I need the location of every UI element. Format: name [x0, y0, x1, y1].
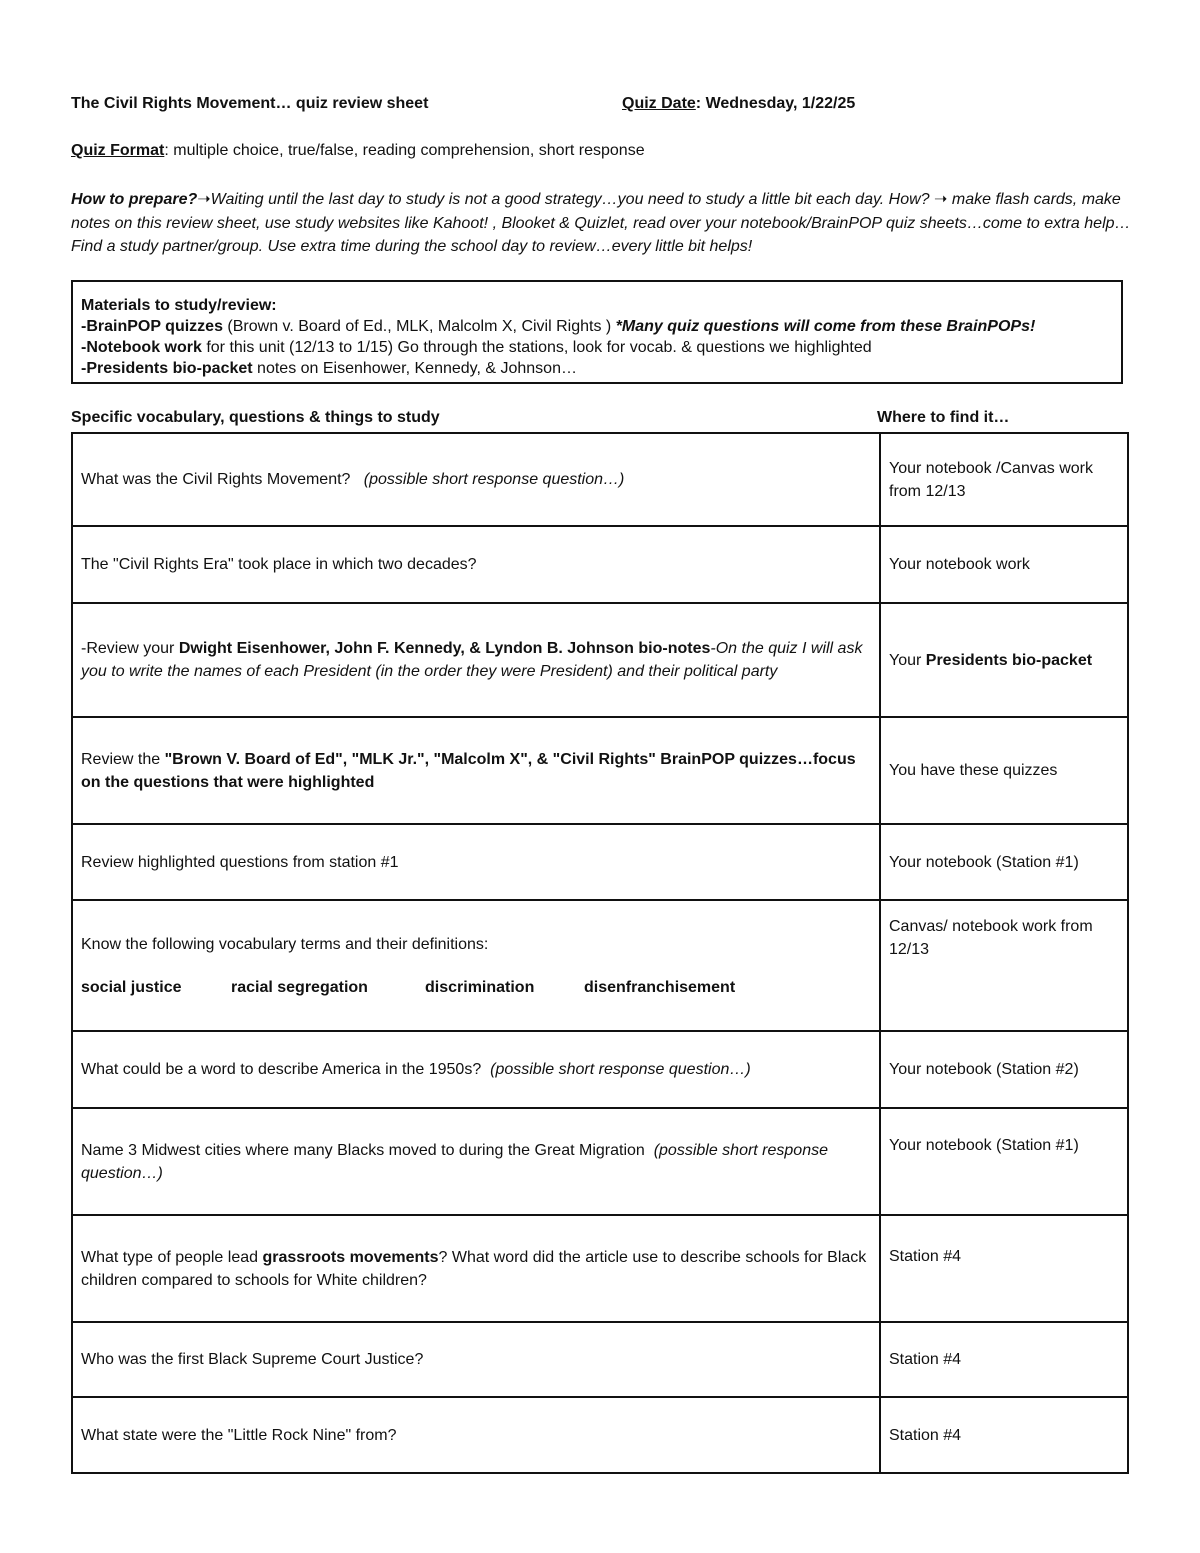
materials-item-text: notes on Eisenhower, Kennedy, & Johnson…	[252, 360, 577, 377]
question-text: What type of people lead	[81, 1248, 263, 1266]
arrow-icon: ➝	[197, 191, 211, 208]
materials-item	[81, 337, 1113, 358]
materials-heading: Materials to study/review:	[81, 297, 277, 314]
question-note: (possible short response question…)	[490, 1061, 751, 1078]
question-note: (possible short response question…)	[81, 1141, 828, 1182]
question-cell	[72, 1031, 880, 1108]
question-cell	[72, 717, 880, 824]
question-cell	[72, 433, 880, 526]
table-row	[72, 1322, 1128, 1397]
where-cell: Your notebook (Station #2)	[880, 1031, 1128, 1108]
question-note: (possible short response question…)	[363, 471, 625, 488]
question-text: Name 3 Midwest cities where many Blacks moved to during the Great Migration	[81, 1141, 645, 1159]
materials-item-bold: -Notebook work	[81, 339, 202, 356]
where-bold: Presidents bio-packet	[925, 651, 1093, 669]
vocab-list	[81, 976, 871, 999]
where-text: Your	[889, 651, 926, 669]
question-cell	[72, 900, 880, 1031]
table-row	[72, 1397, 1128, 1473]
materials-item-text: (Brown v. Board of Ed., MLK, Malcolm X, Civil Rights )	[222, 318, 616, 335]
quiz-format-value: : multiple choice, true/false, reading comprehension, short response	[164, 142, 645, 159]
page-title: The Civil Rights Movement… quiz review sheet	[71, 95, 429, 112]
where-cell: Station #4	[880, 1322, 1128, 1397]
vocab-term: discrimination	[425, 978, 535, 996]
where-cell: Your notebook (Station #1)	[880, 824, 1128, 900]
question-text: What could be a word to describe America in the 1950s?	[81, 1061, 482, 1078]
question-text: What was the Civil Rights Movement?	[81, 471, 351, 488]
where-cell: Canvas/ notebook work from 12/13	[880, 900, 1128, 1031]
quiz-date-value: : Wednesday, 1/22/25	[695, 95, 856, 112]
quiz-date	[622, 95, 855, 113]
where-cell: Your notebook work	[880, 526, 1128, 603]
question-cell	[72, 526, 880, 603]
study-section-heading	[71, 409, 1131, 427]
question-text: -Review your	[81, 640, 179, 657]
where-cell: Your notebook /Canvas work from 12/13	[880, 433, 1128, 526]
prepare-text: Waiting until the last day to study is not a good strategy…you need to study a little bit each day. How? ➝ make flash cards, make notes on this review sheet, use study websites like Kahoot! , Blooket & Quizlet, read over your notebook/BrainPOP quiz sheets…come to extra help…Find a study partner/group. Use extra time during the school day to review…every little bit helps!	[71, 191, 1131, 255]
materials-item	[81, 316, 1113, 337]
table-row	[72, 824, 1128, 900]
table-row	[72, 603, 1128, 717]
prepare-label: How to prepare?	[71, 191, 198, 208]
how-to-prepare	[71, 188, 1131, 259]
table-row	[72, 1108, 1128, 1215]
table-row	[72, 717, 1128, 824]
materials-item-text: for this unit (12/13 to 1/15) Go through the stations, look for vocab. & questions we highlighted	[201, 339, 872, 356]
question-bold: Dwight Eisenhower, John F. Kennedy, & Lyndon B. Johnson bio-notes	[178, 640, 711, 657]
where-cell: Station #4	[880, 1397, 1128, 1473]
where-cell	[880, 603, 1128, 717]
question-bold: "Brown V. Board of Ed", "MLK Jr.", "Malcolm X", & "Civil Rights" BrainPOP quizzes…focus on the questions that were highlighted	[81, 750, 856, 791]
vocab-term: racial segregation	[231, 978, 368, 996]
table-row	[72, 433, 1128, 526]
study-heading-left: Specific vocabulary, questions & things to study	[71, 409, 440, 426]
table-row	[72, 526, 1128, 603]
materials-item-bold: -BrainPOP quizzes	[81, 318, 223, 335]
quiz-date-label: Quiz Date	[622, 95, 696, 112]
materials-item-emphasis: *Many quiz questions will come from these BrainPOPs!	[615, 318, 1036, 335]
materials-item-bold: -Presidents bio-packet	[81, 360, 253, 377]
header	[71, 95, 1131, 117]
question-text: ? What word did the article use to describe schools for Black children compared to schools for White children?	[81, 1248, 867, 1289]
study-table	[71, 432, 1129, 1474]
vocab-term: social justice	[81, 978, 182, 996]
vocab-term: disenfranchisement	[584, 978, 736, 996]
question-text: The "Civil Rights Era" took place in which two decades?	[81, 556, 477, 573]
question-text: Review the	[81, 750, 165, 768]
materials-box	[71, 280, 1123, 384]
quiz-format	[71, 142, 1131, 160]
question-cell	[72, 1215, 880, 1322]
question-cell	[72, 824, 880, 900]
question-note: -On the quiz I will ask you to write the names of each President (in the order they were President) and their political party	[81, 640, 863, 680]
where-cell: Your notebook (Station #1)	[880, 1108, 1128, 1215]
table-row	[72, 1031, 1128, 1108]
table-row	[72, 900, 1128, 1031]
question-text: Who was the first Black Supreme Court Justice?	[81, 1351, 424, 1368]
question-text: What state were the "Little Rock Nine" from?	[81, 1426, 397, 1444]
quiz-format-label: Quiz Format	[71, 142, 165, 159]
question-cell	[72, 1322, 880, 1397]
question-text: Know the following vocabulary terms and their definitions:	[81, 935, 489, 953]
question-text: Review highlighted questions from station #1	[81, 853, 399, 871]
where-cell: You have these quizzes	[880, 717, 1128, 824]
where-cell: Station #4	[880, 1215, 1128, 1322]
question-cell	[72, 603, 880, 717]
materials-item	[81, 358, 1113, 379]
question-cell	[72, 1397, 880, 1473]
question-cell	[72, 1108, 880, 1215]
question-bold: grassroots movements	[262, 1248, 439, 1266]
study-heading-right: Where to find it…	[877, 409, 1010, 426]
table-row	[72, 1215, 1128, 1322]
